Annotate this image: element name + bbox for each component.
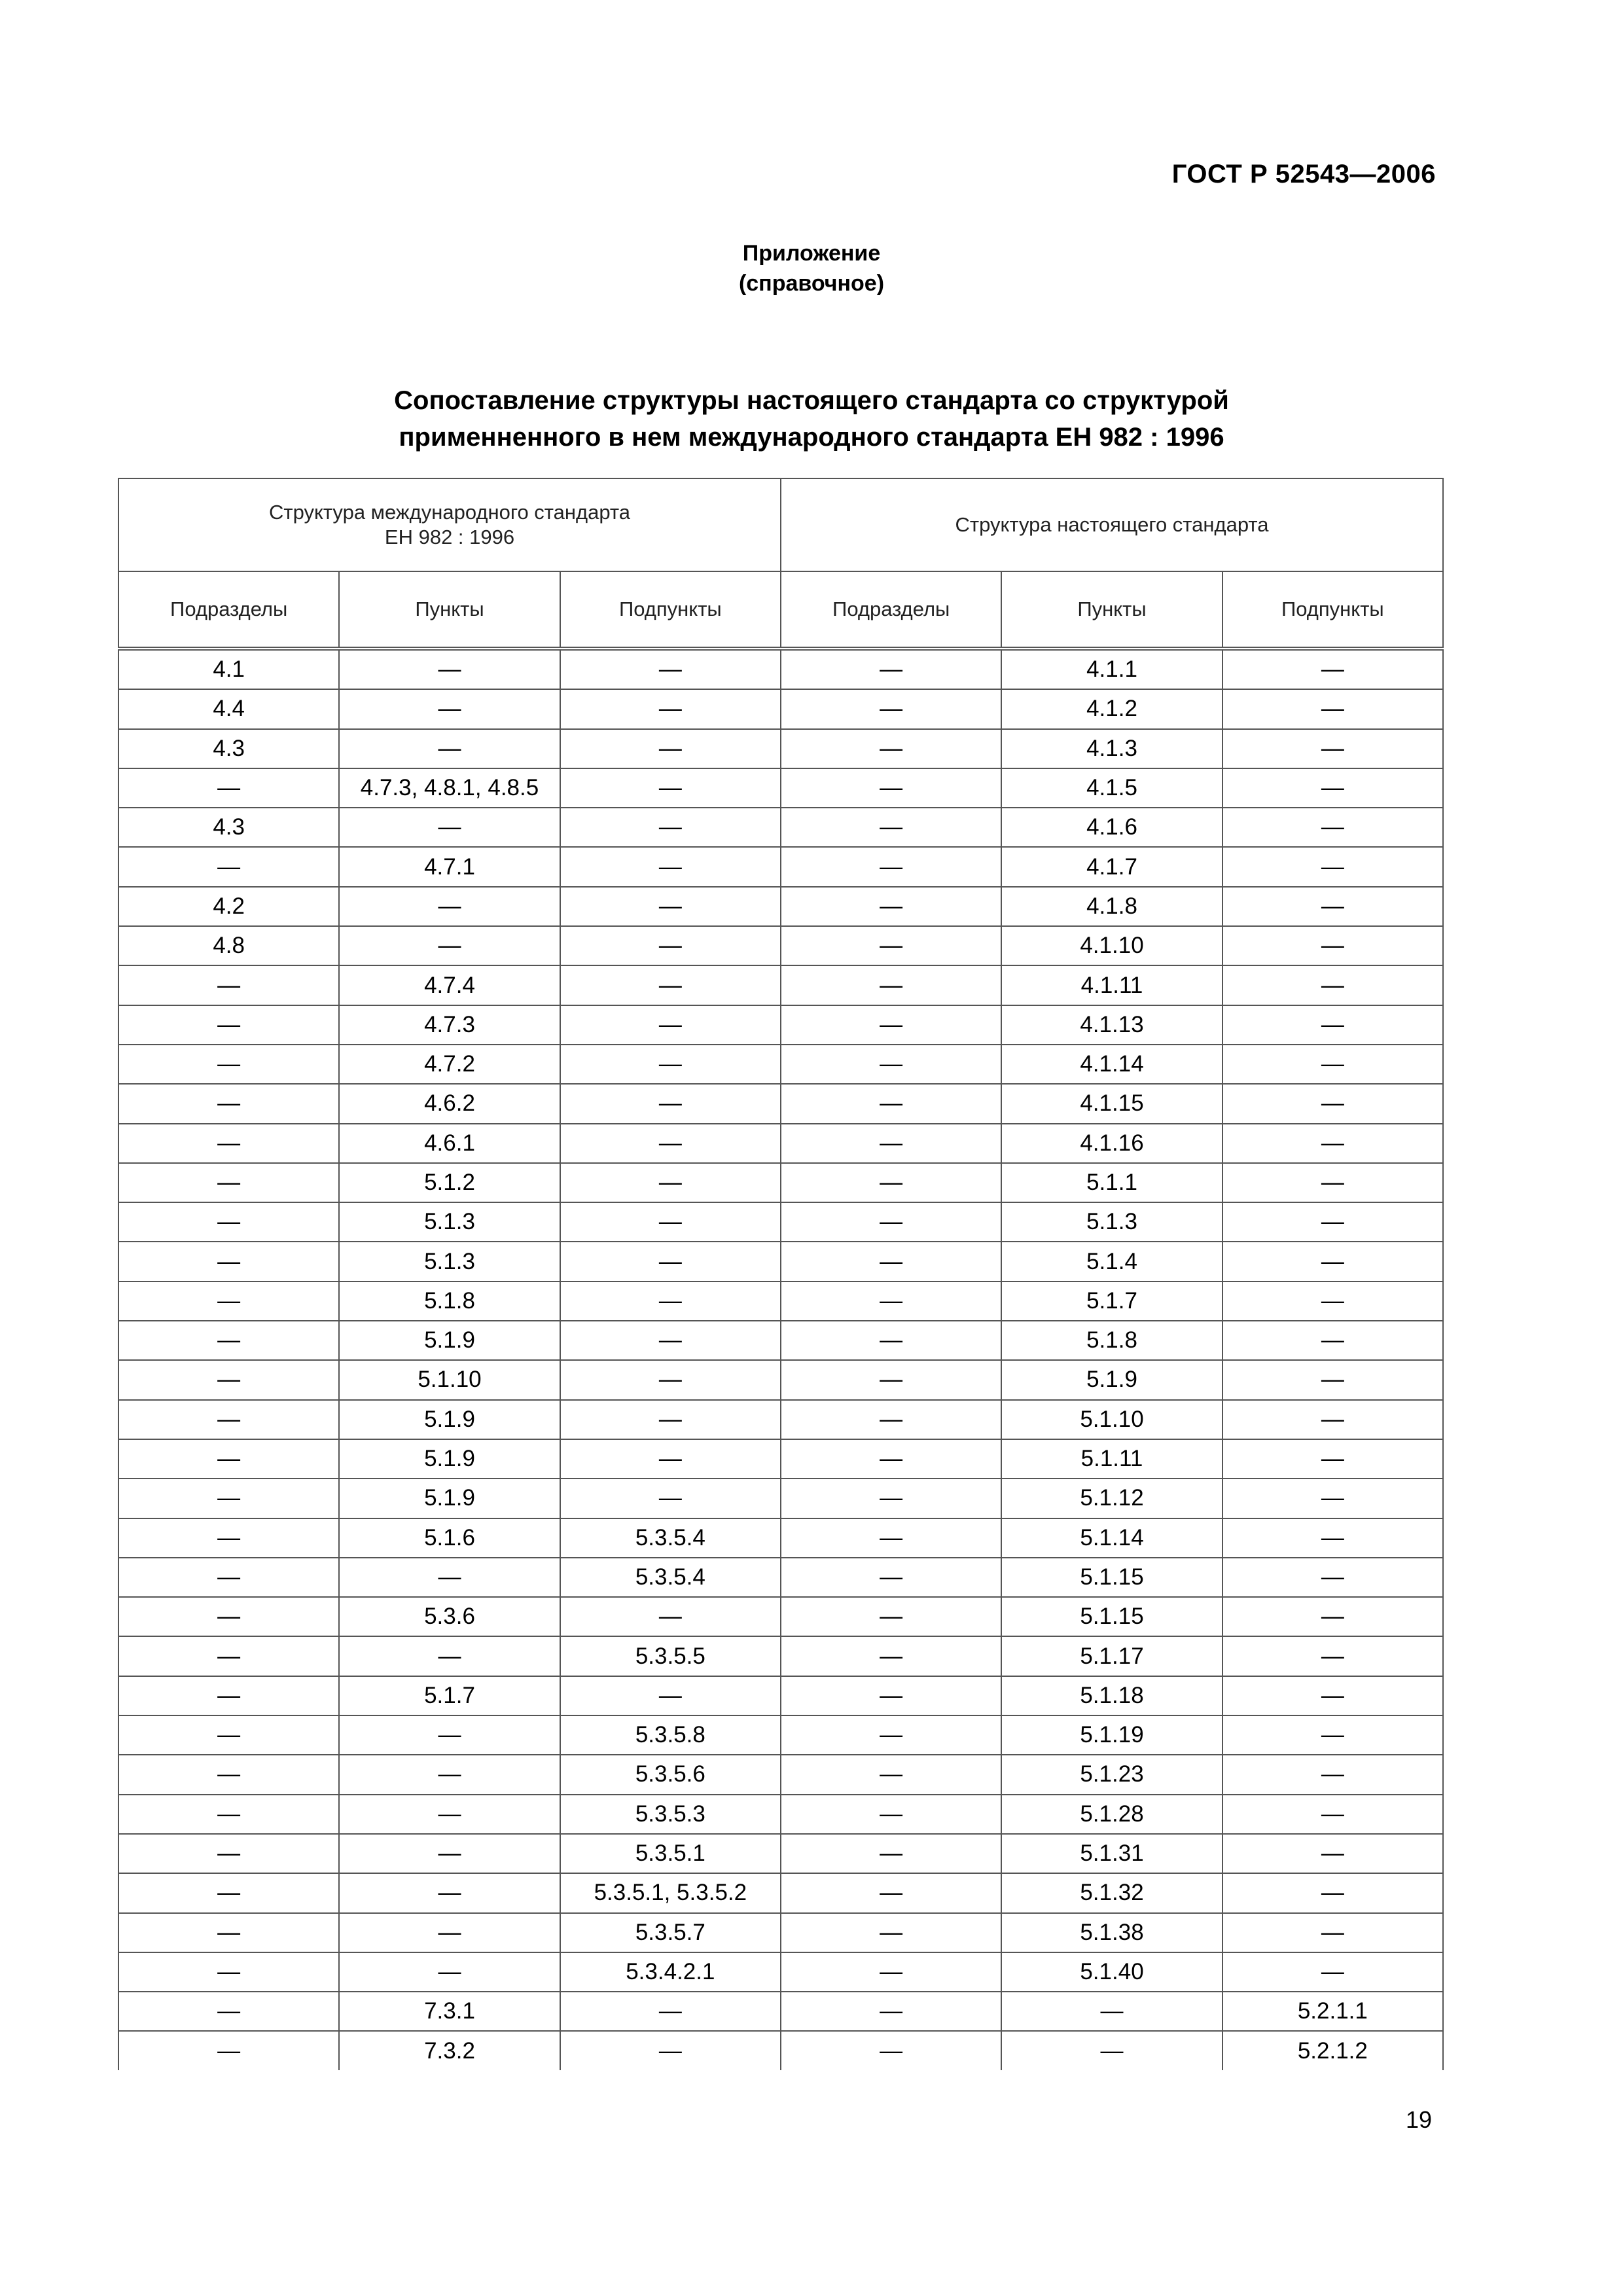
table-cell: 4.1.3 (1001, 729, 1222, 768)
table-cell: — (118, 1834, 339, 1873)
table-cell: — (1222, 1163, 1443, 1202)
table-cell: 5.3.5.5 (560, 1636, 781, 1676)
table-cell: — (560, 1321, 781, 1360)
table-cell: — (560, 1084, 781, 1123)
table-cell: — (781, 1518, 1001, 1558)
table-cell: — (781, 1636, 1001, 1676)
table-cell: 5.1.9 (339, 1321, 560, 1360)
table-row (118, 1676, 1443, 1715)
table-cell: — (781, 1439, 1001, 1479)
table-cell: — (781, 1558, 1001, 1597)
table-cell: — (339, 1913, 560, 1952)
table-cell: — (781, 2031, 1001, 2070)
table-cell: 4.2 (118, 887, 339, 926)
table-cell: — (118, 1558, 339, 1597)
table-cell: 4.1.7 (1001, 847, 1222, 886)
table-row (118, 808, 1443, 847)
table-cell: — (339, 887, 560, 926)
table-cell: — (339, 1952, 560, 1992)
table-cell: — (118, 1952, 339, 1992)
table-cell: 5.2.1.2 (1222, 2031, 1443, 2070)
table-cell: — (781, 1400, 1001, 1439)
table-cell: — (781, 1045, 1001, 1084)
table-cell: — (560, 1400, 781, 1439)
table-cell: — (1222, 1676, 1443, 1715)
table-row (118, 1242, 1443, 1281)
table-row (118, 1360, 1443, 1399)
table-cell: 5.1.4 (1001, 1242, 1222, 1281)
document-code: ГОСТ Р 52543—2006 (1171, 160, 1436, 188)
table-cell: — (781, 1005, 1001, 1045)
table-cell: 4.1.1 (1001, 649, 1222, 689)
table-cell: — (560, 1163, 781, 1202)
column-header-subsections-intl: Подразделы (118, 571, 339, 649)
table-cell: 4.1.13 (1001, 1005, 1222, 1045)
table-cell: — (1001, 1992, 1222, 2031)
table-cell: — (1222, 808, 1443, 847)
table-cell: 5.3.5.1 (560, 1834, 781, 1873)
table-cell: 5.3.5.1, 5.3.5.2 (560, 1873, 781, 1912)
table-cell: — (118, 1518, 339, 1558)
table-cell: — (560, 926, 781, 965)
table-cell: 5.1.23 (1001, 1755, 1222, 1794)
table-cell: 5.3.5.6 (560, 1755, 781, 1794)
table-cell: — (118, 1163, 339, 1202)
table-cell: — (339, 1834, 560, 1873)
table-row (118, 1124, 1443, 1163)
table-cell: 5.1.3 (339, 1202, 560, 1242)
table-cell: — (118, 1597, 339, 1636)
table-cell: — (118, 1992, 339, 2031)
table-row (118, 1755, 1443, 1794)
table-cell: — (339, 1873, 560, 1912)
table-title-line-1: Сопоставление структуры настоящего стандарта со структурой (394, 386, 1229, 415)
table-cell: 5.1.7 (339, 1676, 560, 1715)
table-cell: — (1222, 1400, 1443, 1439)
table-cell: — (781, 887, 1001, 926)
table-cell: — (339, 1795, 560, 1834)
table-cell: 5.1.15 (1001, 1597, 1222, 1636)
table-cell: 5.1.15 (1001, 1558, 1222, 1597)
table-row (118, 847, 1443, 886)
table-cell: 5.3.6 (339, 1597, 560, 1636)
table-row (118, 1795, 1443, 1834)
table-row (118, 2031, 1443, 2070)
table-cell: — (1001, 2031, 1222, 2070)
table-cell: — (560, 1202, 781, 1242)
column-header-subclauses-intl: Подпункты (560, 571, 781, 649)
table-row (118, 1597, 1443, 1636)
table-cell: — (1222, 887, 1443, 926)
table-cell: 5.1.38 (1001, 1913, 1222, 1952)
table-cell: 5.1.9 (339, 1400, 560, 1439)
table-cell: — (781, 689, 1001, 728)
table-cell: 4.1.14 (1001, 1045, 1222, 1084)
table-cell: — (1222, 1084, 1443, 1123)
table-cell: — (118, 768, 339, 808)
table-cell: — (560, 1124, 781, 1163)
table-cell: 5.1.9 (339, 1439, 560, 1479)
table-cell: — (1222, 1834, 1443, 1873)
table-cell: — (118, 1321, 339, 1360)
table-cell: — (1222, 649, 1443, 689)
table-cell: — (1222, 1873, 1443, 1912)
table-cell: 5.1.10 (1001, 1400, 1222, 1439)
table-row (118, 1005, 1443, 1045)
table-cell: — (1222, 1755, 1443, 1794)
table-cell: — (781, 1992, 1001, 2031)
table-cell: — (560, 1242, 781, 1281)
table-row (118, 1636, 1443, 1676)
table-header (118, 478, 1443, 649)
table-cell: — (781, 965, 1001, 1005)
table-cell: 4.1.15 (1001, 1084, 1222, 1123)
header-international-line-1: Структура международного стандарта (269, 501, 630, 524)
table-cell: 5.1.9 (1001, 1360, 1222, 1399)
table-row (118, 1045, 1443, 1084)
table-cell: — (560, 2031, 781, 2070)
table-cell: — (118, 1913, 339, 1952)
table-cell: 4.1.16 (1001, 1124, 1222, 1163)
table-cell: — (118, 1439, 339, 1479)
table-cell: — (1222, 1597, 1443, 1636)
table-cell: — (118, 1479, 339, 1518)
table-row (118, 1873, 1443, 1912)
table-cell: 4.7.3 (339, 1005, 560, 1045)
table-cell: — (118, 1202, 339, 1242)
table-cell: 5.1.1 (1001, 1163, 1222, 1202)
table-cell: 7.3.2 (339, 2031, 560, 2070)
table-cell: 4.8 (118, 926, 339, 965)
table-cell: — (781, 1163, 1001, 1202)
table-cell: — (781, 1084, 1001, 1123)
table-cell: — (339, 689, 560, 728)
table-cell: — (118, 1795, 339, 1834)
column-header-subclauses-current: Подпункты (1222, 571, 1443, 649)
table-cell: — (1222, 1558, 1443, 1597)
table-cell: — (1222, 768, 1443, 808)
table-row (118, 1715, 1443, 1755)
table-cell: — (1222, 689, 1443, 728)
table-cell: — (560, 1676, 781, 1715)
table-cell: 7.3.1 (339, 1992, 560, 2031)
table-row (118, 1913, 1443, 1952)
table-cell: — (1222, 1715, 1443, 1755)
table-cell: 5.1.2 (339, 1163, 560, 1202)
table-cell: 4.7.1 (339, 847, 560, 886)
table-cell: — (118, 1360, 339, 1399)
table-cell: 4.1.10 (1001, 926, 1222, 965)
table-cell: — (118, 1755, 339, 1794)
table-cell: 5.3.5.4 (560, 1518, 781, 1558)
table-row (118, 1202, 1443, 1242)
table-row (118, 649, 1443, 689)
table-cell: — (339, 649, 560, 689)
table-cell: — (781, 1242, 1001, 1281)
table-cell: 5.1.19 (1001, 1715, 1222, 1755)
column-header-subsections-current: Подразделы (781, 571, 1001, 649)
table-cell: 4.7.4 (339, 965, 560, 1005)
table-cell: — (781, 1715, 1001, 1755)
table-cell: 5.1.7 (1001, 1282, 1222, 1321)
table-cell: — (781, 808, 1001, 847)
table-cell: — (560, 768, 781, 808)
table-cell: — (1222, 729, 1443, 768)
appendix-title: Приложение (742, 241, 881, 266)
table-cell: — (781, 1913, 1001, 1952)
table-cell: 5.3.5.8 (560, 1715, 781, 1755)
table-cell: — (560, 729, 781, 768)
header-group-row (118, 478, 1443, 571)
table-row (118, 1084, 1443, 1123)
table-cell: 5.1.8 (339, 1282, 560, 1321)
table-row (118, 1558, 1443, 1597)
table-cell: — (339, 1715, 560, 1755)
table-cell: — (1222, 926, 1443, 965)
table-cell: — (781, 649, 1001, 689)
table-cell: 5.1.17 (1001, 1636, 1222, 1676)
table-cell: 4.1.8 (1001, 887, 1222, 926)
table-cell: 4.3 (118, 729, 339, 768)
appendix-subtitle: (справочное) (738, 271, 885, 296)
table-row (118, 1952, 1443, 1992)
table-cell: 5.1.3 (339, 1242, 560, 1281)
table-cell: — (118, 1084, 339, 1123)
table-cell: — (781, 1597, 1001, 1636)
table-cell: 4.1 (118, 649, 339, 689)
table-cell: — (118, 1400, 339, 1439)
table-cell: — (781, 1795, 1001, 1834)
table-cell: 5.3.4.2.1 (560, 1952, 781, 1992)
table-cell: — (1222, 1202, 1443, 1242)
header-column-row (118, 571, 1443, 649)
table-cell: — (781, 1676, 1001, 1715)
table-cell: 5.1.14 (1001, 1518, 1222, 1558)
table-cell: — (1222, 1045, 1443, 1084)
table-cell: — (1222, 1479, 1443, 1518)
table-cell: — (781, 1952, 1001, 1992)
table-cell: 4.3 (118, 808, 339, 847)
table-cell: 4.7.3, 4.8.1, 4.8.5 (339, 768, 560, 808)
table-row (118, 729, 1443, 768)
table-cell: — (118, 965, 339, 1005)
table-cell: — (560, 649, 781, 689)
column-header-clauses-current: Пункты (1001, 571, 1222, 649)
table-cell: — (118, 847, 339, 886)
table-cell: — (1222, 1952, 1443, 1992)
table-cell: 5.1.6 (339, 1518, 560, 1558)
table-cell: — (781, 1360, 1001, 1399)
table-cell: 4.1.2 (1001, 689, 1222, 728)
table-cell: — (1222, 1360, 1443, 1399)
table-cell: 5.1.18 (1001, 1676, 1222, 1715)
table-row (118, 1479, 1443, 1518)
table-cell: 4.6.1 (339, 1124, 560, 1163)
table-cell: — (560, 1045, 781, 1084)
table-title (0, 382, 1623, 456)
table-cell: 5.1.40 (1001, 1952, 1222, 1992)
table-row (118, 887, 1443, 926)
table-cell: — (560, 1992, 781, 2031)
table-cell: 5.1.9 (339, 1479, 560, 1518)
table-cell: — (781, 729, 1001, 768)
table-cell: — (781, 926, 1001, 965)
table-cell: — (1222, 1242, 1443, 1281)
table-cell: — (118, 2031, 339, 2070)
table-cell: — (560, 1282, 781, 1321)
table-cell: 5.1.31 (1001, 1834, 1222, 1873)
table-cell: — (118, 1124, 339, 1163)
table-cell: — (560, 965, 781, 1005)
table-cell: — (560, 887, 781, 926)
table-row (118, 768, 1443, 808)
table-cell: — (118, 1715, 339, 1755)
table-cell: 4.1.6 (1001, 808, 1222, 847)
table-cell: — (781, 768, 1001, 808)
table-cell: 5.3.5.7 (560, 1913, 781, 1952)
table-cell: — (118, 1636, 339, 1676)
table-row (118, 1321, 1443, 1360)
table-row (118, 689, 1443, 728)
table-cell: 5.1.8 (1001, 1321, 1222, 1360)
column-header-clauses-intl: Пункты (339, 571, 560, 649)
table-cell: — (118, 1282, 339, 1321)
table-row (118, 1163, 1443, 1202)
table-cell: 5.2.1.1 (1222, 1992, 1443, 2031)
table-cell: — (1222, 847, 1443, 886)
table-cell: 5.1.32 (1001, 1873, 1222, 1912)
table-cell: — (560, 1439, 781, 1479)
table-cell: — (1222, 1518, 1443, 1558)
table-cell: — (339, 1558, 560, 1597)
table-cell: — (781, 1479, 1001, 1518)
table-cell: — (781, 1124, 1001, 1163)
table-cell: — (339, 926, 560, 965)
table-cell: — (560, 847, 781, 886)
table-cell: — (560, 808, 781, 847)
page-number: 19 (1405, 2106, 1432, 2133)
table-cell: — (339, 729, 560, 768)
table-cell: — (781, 1202, 1001, 1242)
table-cell: 5.1.28 (1001, 1795, 1222, 1834)
table-row (118, 1282, 1443, 1321)
table-cell: — (560, 689, 781, 728)
table-cell: — (781, 1282, 1001, 1321)
table-row (118, 1834, 1443, 1873)
table-row (118, 1439, 1443, 1479)
table-cell: 4.1.11 (1001, 965, 1222, 1005)
table-cell: — (118, 1242, 339, 1281)
table-cell: — (1222, 1005, 1443, 1045)
table-title-line-2: применненного в нем международного стандарта ЕН 982 : 1996 (399, 423, 1224, 452)
header-international-line-2: ЕН 982 : 1996 (384, 526, 515, 548)
table-cell: — (1222, 1321, 1443, 1360)
table-cell: — (560, 1597, 781, 1636)
appendix-heading (0, 238, 1623, 298)
table-cell: — (560, 1360, 781, 1399)
comparison-table (118, 478, 1444, 2070)
table-cell: — (781, 1834, 1001, 1873)
table-cell: — (781, 1321, 1001, 1360)
table-cell: — (781, 1755, 1001, 1794)
table-cell: — (118, 1873, 339, 1912)
header-current-structure: Структура настоящего стандарта (781, 478, 1443, 571)
table-body (118, 649, 1443, 2070)
table-cell: 5.1.10 (339, 1360, 560, 1399)
table-cell: — (1222, 1282, 1443, 1321)
table-row (118, 1992, 1443, 2031)
table-cell: — (339, 1636, 560, 1676)
table-cell: — (781, 847, 1001, 886)
table-cell: — (781, 1873, 1001, 1912)
table-cell: — (1222, 1124, 1443, 1163)
table-cell: 5.1.3 (1001, 1202, 1222, 1242)
table-cell: 4.7.2 (339, 1045, 560, 1084)
table-cell: — (1222, 1439, 1443, 1479)
table-cell: 5.3.5.4 (560, 1558, 781, 1597)
table-cell: — (1222, 965, 1443, 1005)
table-cell: — (560, 1005, 781, 1045)
table-cell: 4.4 (118, 689, 339, 728)
table-cell: — (339, 1755, 560, 1794)
table-cell: — (118, 1676, 339, 1715)
table-cell: — (118, 1005, 339, 1045)
table-cell: — (339, 808, 560, 847)
table-cell: 4.6.2 (339, 1084, 560, 1123)
table-cell: — (118, 1045, 339, 1084)
header-international-structure (118, 478, 781, 571)
table-row (118, 1400, 1443, 1439)
table-row (118, 1518, 1443, 1558)
table-cell: — (560, 1479, 781, 1518)
table-cell: 5.3.5.3 (560, 1795, 781, 1834)
table-row (118, 926, 1443, 965)
table-cell: — (1222, 1913, 1443, 1952)
table-row (118, 965, 1443, 1005)
table-cell: — (1222, 1795, 1443, 1834)
table-cell: 5.1.12 (1001, 1479, 1222, 1518)
table-cell: — (1222, 1636, 1443, 1676)
table-cell: 4.1.5 (1001, 768, 1222, 808)
table-cell: 5.1.11 (1001, 1439, 1222, 1479)
